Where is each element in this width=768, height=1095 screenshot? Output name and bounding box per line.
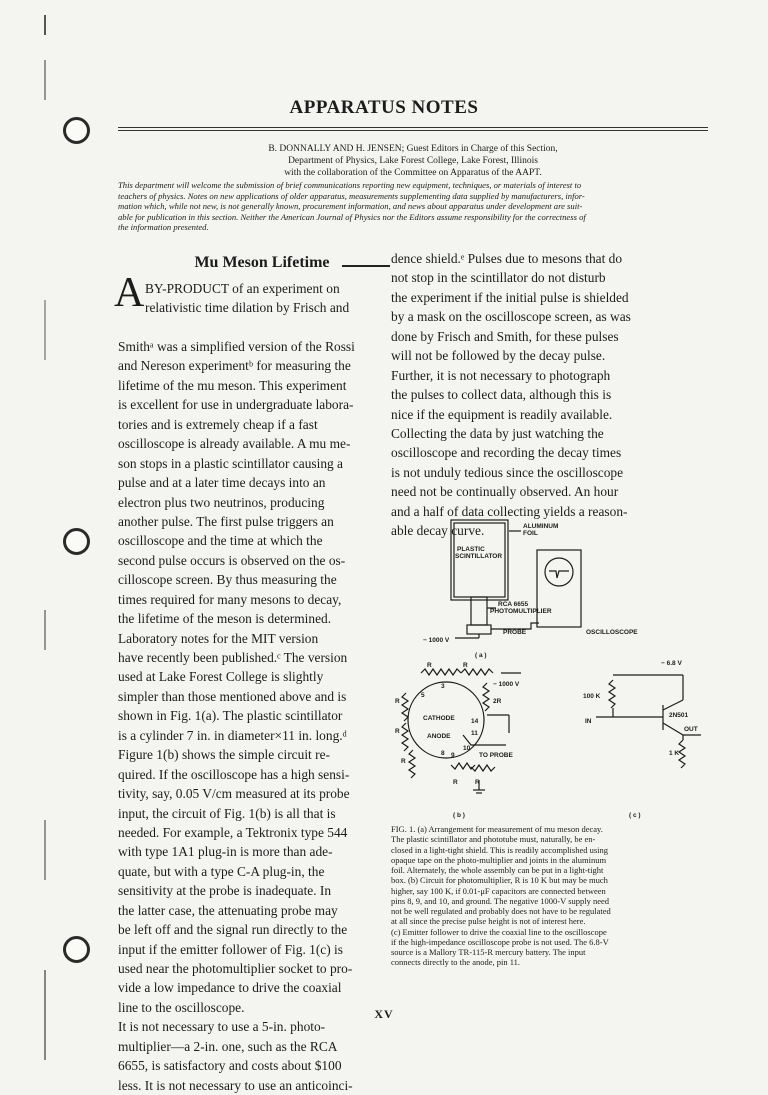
text-line: son stops in a plastic scintillator causing a — [118, 455, 343, 471]
text-line: second pulse occurs is observed on the os- — [118, 552, 346, 568]
text-line: source is a Mallory TR-115-R mercury battery. The input — [391, 947, 586, 957]
lead-paragraph — [145, 279, 407, 318]
notice-line: the information presented. — [118, 222, 209, 233]
text-line: oscilloscope is already available. A mu me- — [118, 436, 351, 452]
transistor-collector — [663, 700, 683, 710]
binder-hole — [63, 528, 90, 555]
article-title: Mu Meson Lifetime — [194, 254, 330, 271]
text-line: less. It is not necessary to use an anticoinci- — [118, 1077, 353, 1093]
text-line: is excellent for use in undergraduate labora- — [118, 397, 354, 413]
label-r: R — [427, 662, 432, 669]
text-line: Laboratory notes for the MIT version — [118, 630, 319, 646]
figure-caption — [391, 824, 707, 968]
text-line: Further, it is not necessary to photograph — [391, 367, 611, 383]
pin-3: 3 — [441, 683, 445, 690]
text-line: will not be followed by the decay pulse. — [391, 348, 606, 364]
text-line: shown in Fig. 1(a). The plastic scintillator — [118, 708, 343, 724]
section-title: APPARATUS NOTES — [289, 97, 479, 118]
panel-a: ( a ) — [475, 652, 487, 659]
label-scintillator: SCINTILLATOR — [455, 553, 503, 560]
text-line: BY-PRODUCT of an experiment on — [145, 281, 340, 296]
label-aluminum: ALUMINUM — [523, 523, 559, 530]
text-line: input, the circuit of Fig. 1(b) is all that is — [118, 805, 336, 821]
text-line: pulse and at a later time decays into an — [118, 475, 326, 491]
label-2n501: 2N501 — [669, 712, 689, 719]
editors-line: B. DONNALLY AND H. JENSEN; Guest Editors in Charge of this Section, — [268, 144, 558, 154]
text-line: need not be continually observed. An hour — [391, 484, 619, 500]
label-in: IN — [585, 718, 592, 725]
label-supply-a: − 1000 V — [423, 637, 450, 644]
text-line: be left off and the signal run directly to the — [118, 922, 348, 938]
trace-line — [549, 571, 569, 578]
text-line: done by Frisch and Smith, for these pulses — [391, 328, 619, 344]
text-line: another pulse. The first pulse triggers an — [118, 513, 334, 529]
text-line: quired. If the oscilloscope has a high sensi- — [118, 766, 350, 782]
text-line: needed. For example, a Tektronix type 544 — [118, 824, 348, 840]
text-line: electron plus two neutrinos, producing — [118, 494, 325, 510]
editors-line: with the collaboration of the Committee on Apparatus of the AAPT. — [284, 168, 542, 178]
text-line: the pulses to collect data, although this is — [391, 387, 612, 403]
drop-cap: A — [114, 270, 145, 316]
pin-14: 14 — [471, 718, 479, 725]
text-line: used at Lake Forest College is slightly — [118, 669, 324, 685]
text-line: connects directly to the anode, pin 11. — [391, 957, 521, 968]
text-line: (c) Emitter follower to drive the coaxial line to the oscilloscope — [391, 926, 607, 937]
label-to-probe: TO PROBE — [479, 752, 513, 759]
text-line: oscilloscope and the time at which the — [118, 533, 323, 549]
text-line: oscilloscope and recording the decay times — [391, 445, 622, 461]
scan-edge-mark — [44, 15, 46, 35]
text-line: simpler than those mentioned above and is — [118, 688, 347, 704]
text-line: The plastic scintillator and phototube must, naturally, be en- — [391, 834, 596, 845]
text-line: and Nereson experimentᵇ for measuring the — [118, 358, 351, 374]
text-line: pins 8, 9, and 10, and ground. The negative 1000-V supply need — [391, 895, 610, 906]
binder-hole — [63, 117, 90, 144]
text-line: quate, but with a type C-A plug-in, the — [118, 863, 325, 879]
text-line: Figure 1(b) shows the simple circuit re- — [118, 747, 330, 763]
pin-10: 10 — [463, 745, 471, 752]
text-line: multiplier—a 2-in. one, such as the RCA — [118, 1038, 338, 1054]
text-line: higher, say 100 K, if 0.01-μF capacitors are connected between — [391, 885, 606, 896]
notice-line: mation which, while not new, is not generally known, procurement information, and news about apparatus under development are suit- — [118, 201, 583, 212]
photomultiplier-socket — [467, 625, 491, 634]
label-r: R — [453, 779, 458, 786]
text-line: box. (b) Circuit for photomultiplier, R is 10 K but may be much — [391, 875, 608, 886]
scan-edge-mark — [44, 820, 46, 880]
header-rule — [118, 127, 708, 128]
text-line: input if the emitter follower of Fig. 1(c) is — [118, 941, 343, 957]
oscilloscope-box — [537, 550, 581, 627]
text-line: by a mask on the oscilloscope screen, as was — [391, 309, 631, 325]
resistor — [402, 693, 408, 721]
label-out: OUT — [684, 726, 698, 733]
text-line: lifetime of the mu meson. This experiment — [118, 377, 347, 393]
editors-block — [118, 143, 708, 179]
text-line: have recently been published.ᶜ The version — [118, 650, 348, 665]
left-column-text — [118, 337, 408, 1095]
page-number: XV — [374, 1007, 394, 1021]
text-line: is not unduly tedious since the oscilloscope — [391, 464, 624, 480]
right-column-text — [391, 249, 704, 541]
text-line: FIG. 1. (a) Arrangement for measurement of mu meson decay. — [391, 824, 603, 834]
label-r: R — [395, 728, 400, 735]
header-rule — [118, 130, 708, 131]
notice-line: able for publication in this section. Neither the American Journal of Physics nor the Editors assume responsibility for the correctness of — [118, 211, 586, 222]
text-line: Collecting the data by just watching the — [391, 425, 604, 441]
label-r: R — [463, 662, 468, 669]
figure-1 — [391, 505, 707, 823]
text-line: vide a low impedance to drive the coaxial — [118, 980, 342, 996]
label-r: R — [475, 779, 480, 786]
anode-wire — [463, 735, 506, 745]
text-line: if the high-impedance oscilloscope probe is not used. The 6.8-V — [391, 936, 609, 947]
scan-edge-mark — [44, 610, 46, 650]
text-line: dence shield.ᵉ Pulses due to mesons that do — [391, 251, 623, 266]
resistor-100k — [609, 680, 615, 708]
label-rca: RCA 6655 — [498, 601, 529, 608]
text-line: closed in a light-tight shield. This is readily accomplished using — [391, 844, 609, 855]
pin-5: 5 — [421, 692, 425, 699]
resistor — [461, 669, 493, 675]
text-line: the latter case, the attenuating probe may — [118, 902, 338, 918]
pin-11: 11 — [471, 730, 478, 737]
text-line: cilloscope screen. By thus measuring the — [118, 572, 337, 588]
text-line: with type 1A1 plug-in is more than ade- — [118, 844, 333, 860]
scan-edge-mark — [44, 300, 46, 360]
label-r: R — [395, 698, 400, 705]
text-line: It is not necessary to use a 5-in. photo- — [118, 1019, 326, 1035]
department-notice — [118, 180, 708, 233]
text-line: foil. Alternately, the whole assembly can be put in a light-tight — [391, 865, 604, 875]
text-line: relativistic time dilation by Frisch and — [145, 300, 350, 316]
text-line: opaque tape on the photo-multiplier and joints in the aluminum — [391, 854, 607, 865]
pin-8: 8 — [441, 750, 445, 757]
label-oscilloscope: OSCILLOSCOPE — [586, 629, 638, 636]
label-supply-b: − 1000 V — [493, 681, 520, 688]
binder-hole — [63, 936, 90, 963]
label-foil: FOIL — [523, 530, 538, 537]
resistor — [421, 669, 461, 675]
text-line: sensitivity at the probe is inadequate. In — [118, 883, 332, 899]
resistor — [402, 723, 408, 751]
label-1k: 1 K — [669, 750, 680, 757]
resistor — [409, 750, 415, 778]
label-photomultiplier: PHOTOMULTIPLIER — [490, 608, 552, 615]
panel-c: ( c ) — [629, 812, 641, 819]
text-line: at all since the precise pulse height is not of interest here. — [391, 916, 586, 927]
label-plastic: PLASTIC — [457, 546, 485, 553]
transistor-emitter — [663, 723, 683, 735]
resistor — [483, 683, 489, 711]
text-line: nice if the equipment is readily available. — [391, 406, 613, 422]
label-probe: PROBE — [503, 629, 527, 636]
aluminum-foil-outline — [451, 520, 508, 600]
label-anode: ANODE — [427, 733, 451, 740]
text-line: able decay curve. — [391, 523, 485, 539]
resistor-1k — [679, 740, 685, 768]
text-line: tivity, say, 0.05 V/cm measured at its probe — [118, 786, 350, 802]
text-line: times required for many mesons to decay, — [118, 591, 342, 607]
label-100k: 100 K — [583, 693, 601, 700]
text-line: the lifetime of the meson is determined. — [118, 611, 332, 627]
label-r: R — [401, 758, 406, 765]
panel-b: ( b ) — [453, 812, 465, 819]
text-line: not stop in the scintillator do not disturb — [391, 270, 606, 286]
text-line: line to the oscilloscope. — [118, 999, 245, 1015]
scintillator-box — [454, 523, 505, 597]
text-line: not be well regulated and probably does not have to be regulated — [391, 906, 611, 916]
notice-line: teachers of physics. Notes on new applications of older apparatus, measurements supplementing data supplied by manufacturers, infor- — [118, 190, 585, 201]
editors-line: Department of Physics, Lake Forest College, Lake Forest, Illinois — [288, 156, 538, 166]
text-line: is a cylinder 7 in. in diameter×11 in. long.ᵈ — [118, 727, 347, 743]
photomultiplier-tube — [471, 597, 487, 625]
text-line: 6655, is satisfactory and costs about $100 — [118, 1058, 342, 1074]
scan-edge-mark — [44, 60, 46, 100]
label-cathode: CATHODE — [423, 715, 455, 722]
text-line: Smithᵃ was a simplified version of the Rossi — [118, 339, 355, 354]
label-2r: 2R — [493, 698, 502, 705]
text-line: tories and is extremely cheap if a fast — [118, 416, 318, 432]
pin-9: 9 — [451, 752, 455, 759]
notice-line: This department will welcome the submission of brief communications reporting new equipment, techniques, or materials of interest to — [118, 180, 582, 190]
text-line: the experiment if the initial pulse is shielded — [391, 289, 629, 305]
text-line: used near the photomultiplier socket to pro- — [118, 961, 353, 976]
text-line: and a half of data collecting yields a reason- — [391, 503, 628, 519]
label-supply-c: − 6.8 V — [661, 660, 682, 667]
